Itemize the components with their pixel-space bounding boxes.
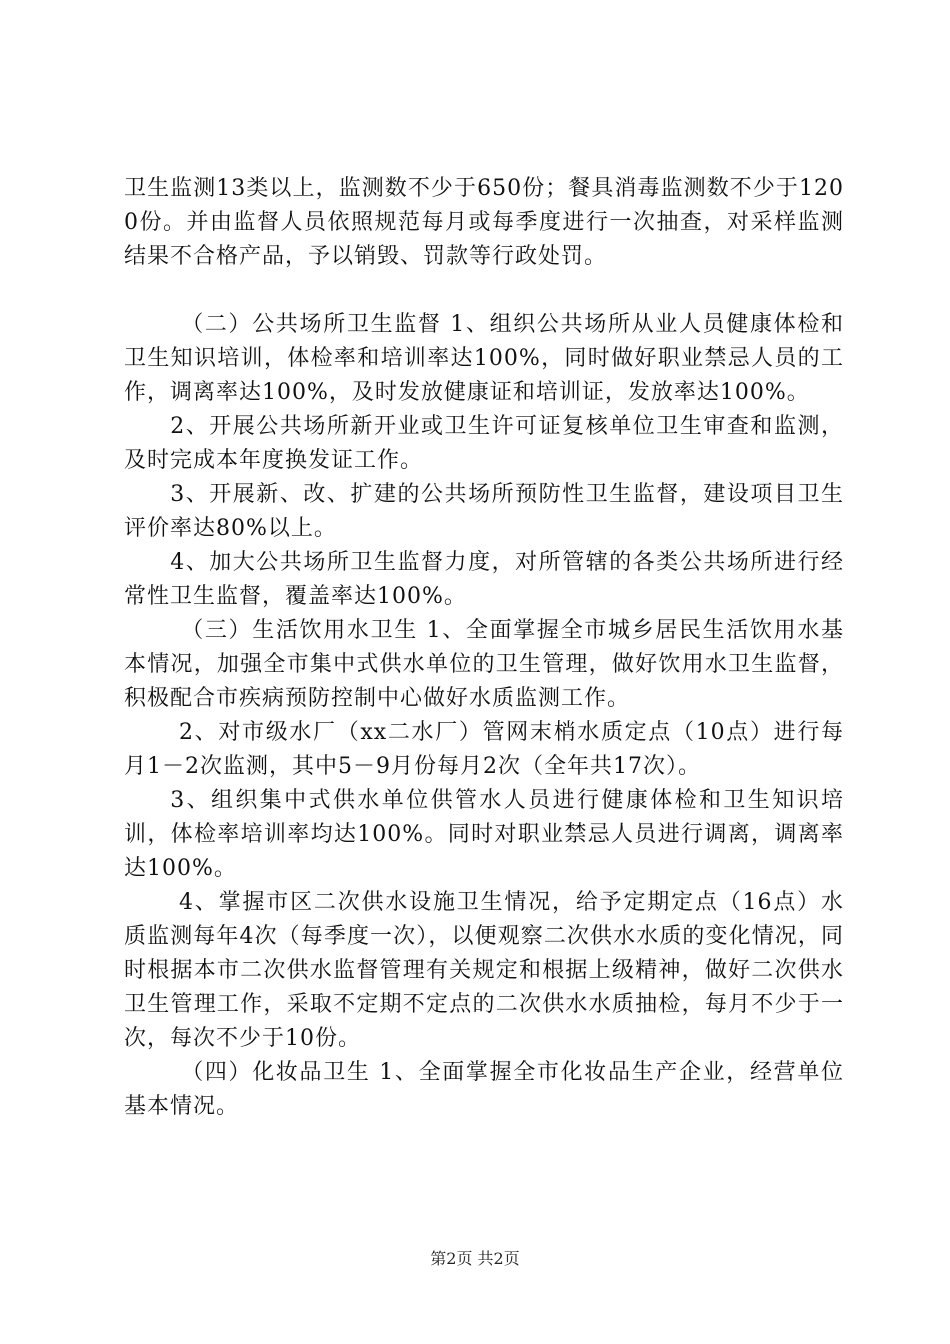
paragraph: （四）化妆品卫生 1、全面掌握全市化妆品生产企业，经营单位基本情况。 <box>124 1060 844 1119</box>
paragraph: （三）生活饮用水卫生 1、全面掌握全市城乡居民生活饮用水基本情况，加强全市集中式供水单位的卫生管理，做好饮用水卫生监督，积极配合市疾病预防控制中心做好水质监测工作。 <box>124 618 844 711</box>
paragraph: 2、对市级水厂（xx二水厂）管网末梢水质定点（10点）进行每月1－2次监测，其中5－9月份每月2次（全年共17次）。 <box>124 720 844 779</box>
paragraph: 3、开展新、改、扩建的公共场所预防性卫生监督，建设项目卫生评价率达80%以上。 <box>124 482 844 541</box>
paragraph: 4、掌握市区二次供水设施卫生情况，给予定期定点（16点）水质监测每年4次（每季度一次），以便观察二次供水水质的变化情况，同时根据本市二次供水监督管理有关规定和根据上级精神，做好二次供水卫生管理工作，采取不定期不定点的二次供水水质抽检，每月不少于一次，每次不少于10份。 <box>124 890 844 1051</box>
paragraph: 卫生监测13类以上，监测数不少于650份；餐具消毒监测数不少于1200份。并由监督人员依照规范每月或每季度进行一次抽查，对采样监测结果不合格产品，予以销毁、罚款等行政处罚。 <box>124 176 844 269</box>
paragraph: （二）公共场所卫生监督 1、组织公共场所从业人员健康体检和卫生知识培训，体检率和培训率达100%，同时做好职业禁忌人员的工作，调离率达100%，及时发放健康证和培训证，发放率达100%。 <box>124 312 844 405</box>
paragraph: 2、开展公共场所新开业或卫生许可证复核单位卫生审查和监测，及时完成本年度换发证工作。 <box>124 414 844 473</box>
paragraph: 4、加大公共场所卫生监督力度，对所管辖的各类公共场所进行经常性卫生监督，覆盖率达100%。 <box>124 550 844 609</box>
paragraph: 3、组织集中式供水单位供管水人员进行健康体检和卫生知识培训，体检率培训率均达100%。同时对职业禁忌人员进行调离，调离率达100%。 <box>124 788 844 881</box>
document-body <box>124 172 844 1124</box>
page-footer: 第2页 共2页 <box>430 1249 520 1268</box>
